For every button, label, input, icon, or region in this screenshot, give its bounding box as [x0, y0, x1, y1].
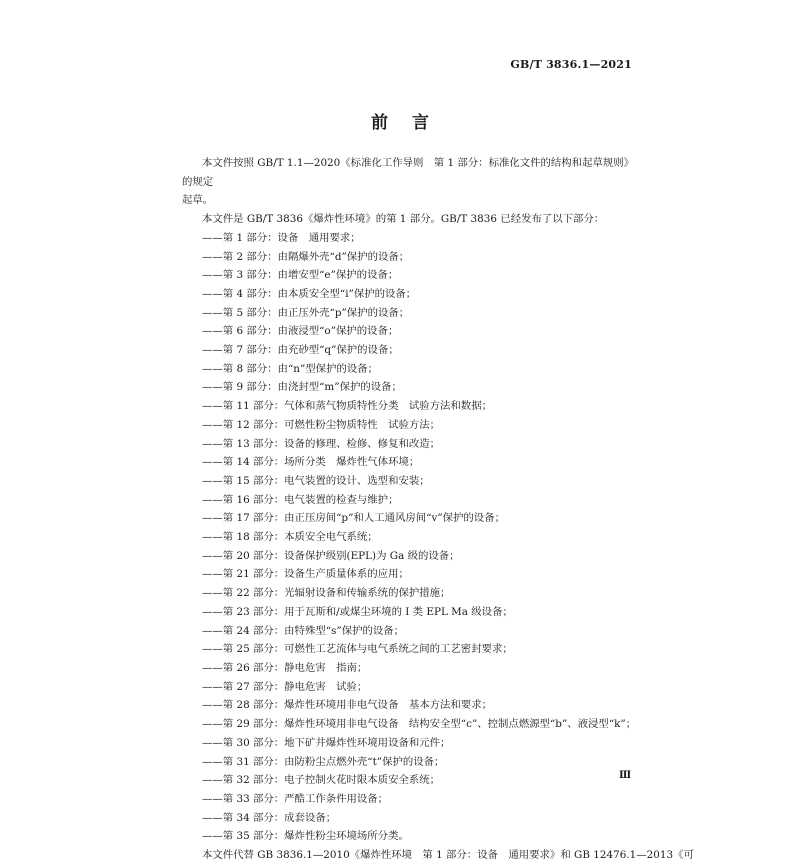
list-item: ——第 24 部分：由特殊型“s”保护的设备； — [202, 624, 405, 637]
list-item: ——第 22 部分：光辐射设备和传输系统的保护措施； — [202, 587, 451, 600]
list-item: ——第 4 部分：由本质安全型“i”保护的设备； — [202, 287, 417, 300]
list-item: ——第 21 部分：设备生产质量体系的应用； — [202, 568, 409, 581]
list-item: ——第 34 部分：成套设备； — [202, 811, 337, 824]
list-item: ——第 15 部分：电气装置的设计、选型和安装； — [202, 474, 430, 487]
intro-paragraph-2: 本文件是 GB/T 3836《爆炸性环境》的第 1 部分。GB/T 3836 已经发布了以下部分： — [202, 213, 605, 226]
standard-code: GB/T 3836.1—2021 — [510, 58, 632, 71]
list-item: ——第 27 部分：静电危害 试验； — [202, 680, 368, 693]
list-item: ——第 28 部分：爆炸性环境用非电气设备 基本方法和要求； — [202, 699, 492, 712]
intro-paragraph-1 — [182, 154, 642, 210]
page-number: Ⅲ — [619, 770, 632, 781]
list-item: ——第 35 部分：爆炸性粉尘环境场所分类。 — [202, 830, 409, 843]
list-item: ——第 29 部分：爆炸性环境用非电气设备 结构安全型“c”、控制点燃源型“b”、液浸型“k”； — [202, 718, 637, 731]
replacement-statement: 本文件代替 GB 3836.1—2010《爆炸性环境 第 1 部分：设备 通用要求》和 GB 12476.1—2013《可 — [202, 849, 694, 862]
list-item: ——第 2 部分：由隔爆外壳“d”保护的设备； — [202, 250, 410, 263]
list-item: ——第 14 部分：场所分类 爆炸性气体环境； — [202, 456, 420, 469]
intro-line-1-cont: 起草。 — [182, 194, 214, 207]
list-item: ——第 9 部分：由浇封型“m”保护的设备； — [202, 381, 402, 394]
list-item: ——第 3 部分：由增安型“e”保护的设备； — [202, 269, 399, 282]
list-item: ——第 5 部分：由正压外壳“p”保护的设备； — [202, 306, 410, 319]
list-item: ——第 11 部分：气体和蒸气物质特性分类 试验方法和数据； — [202, 400, 492, 413]
list-item: ——第 31 部分：由防粉尘点燃外壳“t”保护的设备； — [202, 755, 445, 768]
list-item: ——第 26 部分：静电危害 指南； — [202, 661, 368, 674]
list-item: ——第 30 部分：地下矿井爆炸性环境用设备和元件； — [202, 736, 451, 749]
list-item: ——第 12 部分：可燃性粉尘物质特性 试验方法； — [202, 418, 441, 431]
list-item: ——第 18 部分：本质安全电气系统； — [202, 531, 378, 544]
document-body — [182, 154, 694, 865]
list-item: ——第 16 部分：电气装置的检查与维护； — [202, 493, 399, 506]
page-title: 前言 — [371, 113, 453, 133]
intro-line-1: 本文件按照 GB/T 1.1—2020《标准化工作导则 第 1 部分：标准化文件的结构和起草规则》的规定 — [182, 157, 635, 188]
list-item: ——第 7 部分：由充砂型“q”保护的设备； — [202, 344, 399, 357]
parts-list — [182, 229, 642, 846]
list-item: ——第 17 部分：由正压房间“p”和人工通风房间“v”保护的设备； — [202, 512, 505, 525]
list-item: ——第 25 部分：可燃性工艺流体与电气系统之间的工艺密封要求； — [202, 643, 513, 656]
list-item: ——第 1 部分：设备 通用要求； — [202, 231, 361, 244]
list-item: ——第 8 部分：由“n”型保护的设备； — [202, 362, 379, 375]
list-item: ——第 23 部分：用于瓦斯和/或煤尘环境的 Ⅰ 类 EPL Ma 级设备； — [202, 605, 513, 618]
list-item: ——第 6 部分：由液浸型“o”保护的设备； — [202, 325, 399, 338]
list-item: ——第 20 部分：设备保护级别(EPL)为 Ga 级的设备； — [202, 549, 460, 562]
list-item: ——第 33 部分：严酷工作条件用设备； — [202, 792, 389, 805]
list-item: ——第 32 部分：电子控制火花时限本质安全系统； — [202, 774, 441, 787]
list-item: ——第 13 部分：设备的修理、检修、修复和改造； — [202, 437, 441, 450]
